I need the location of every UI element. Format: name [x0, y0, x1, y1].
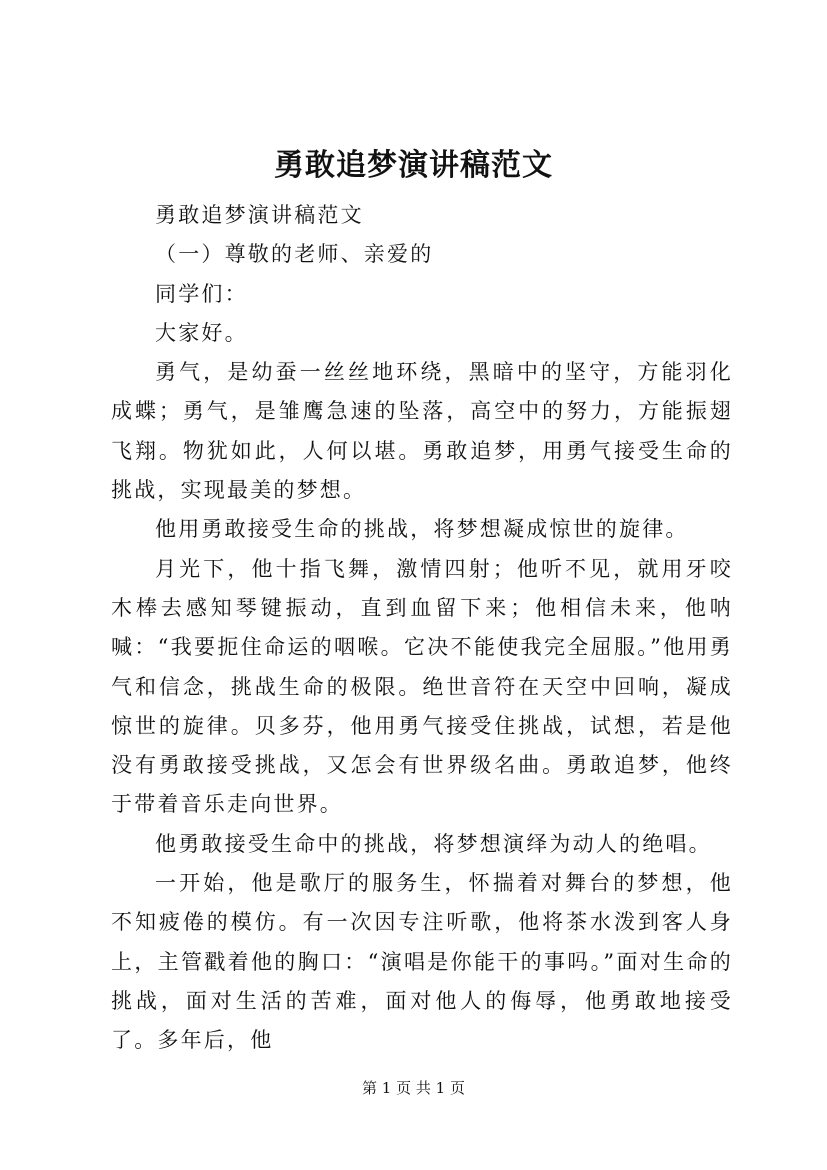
paragraph: 月光下，他十指飞舞，激情四射；他听不见，就用牙咬木棒去感知琴键振动，直到血留下来；他相信未来，他呐喊：“我要扼住命运的咽喉。它决不能使我完全屈服。”他用勇气和信念，挑战生命的极限。绝世音符在天空中回响，凝成惊世的旋律。贝多芬，他用勇气接受住挑战，试想，若是他没有勇敢接受挑战，又怎会有世界级名曲。勇敢追梦，他终于带着音乐走向世界。 — [111, 556, 733, 817]
paragraph: 大家好。 — [155, 320, 248, 345]
page-footer: 第 1 页 共 1 页 — [362, 1079, 465, 1097]
paragraph: 勇敢追梦演讲稿范文 — [155, 203, 364, 227]
paragraph: （一）尊敬的老师、亲爱的 — [155, 242, 434, 267]
paragraph: 他用勇敢接受生命的挑战，将梦想凝成惊世的旋律。 — [155, 517, 689, 542]
paragraph: 勇气，是幼蚕一丝丝地环绕，黑暗中的坚守，方能羽化成蝶；勇气，是雏鹰急速的坠落，高空中的努力，方能振翅飞翔。物犹如此，人何以堪。勇敢追梦，用勇气接受生命的挑战，实现最美的梦想。 — [111, 360, 733, 503]
paragraph: 他勇敢接受生命中的挑战，将梦想演绎为动人的绝唱。 — [155, 831, 712, 856]
document-body — [111, 196, 733, 1061]
paragraph: 一开始，他是歌厅的服务生，怀揣着对舞台的梦想，他不知疲倦的模仿。有一次因专注听歌，他将茶水泼到客人身上，主管戳着他的胸口：“演唱是你能干的事吗。”面对生命的挑战，面对生活的苦难，面对他人的侮辱，他勇敢地接受了。多年后，他 — [111, 871, 733, 1053]
paragraph: 同学们： — [155, 281, 248, 306]
document-title: 勇敢追梦演讲稿范文 — [274, 148, 553, 183]
